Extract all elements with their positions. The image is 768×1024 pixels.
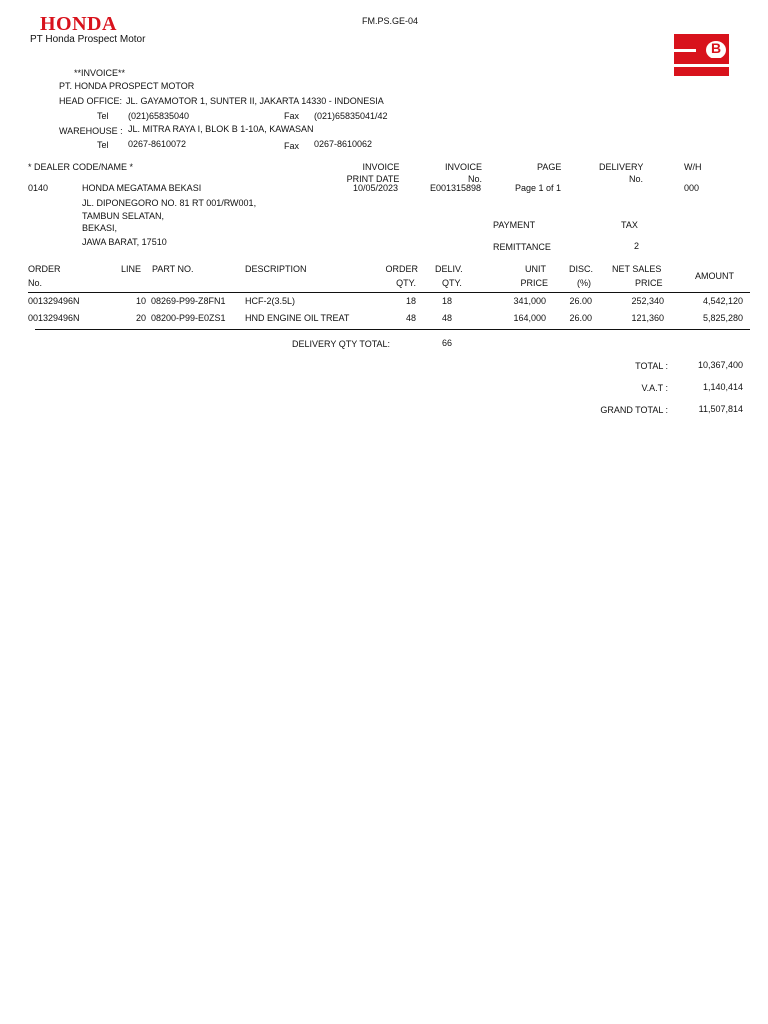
company-name: PT. HONDA PROSPECT MOTOR [59, 81, 195, 91]
print-date: 10/05/2023 [353, 183, 399, 193]
wh-tel-label: Tel [97, 140, 109, 150]
row-order-qty: 48 [405, 313, 416, 323]
col-disc-heading-2: (%) [577, 278, 591, 288]
row-description: HND ENGINE OIL TREAT [245, 313, 350, 323]
row-deliv-qty: 18 [442, 296, 453, 306]
delivery-qty-total: 66 [442, 338, 453, 348]
doc-title: **INVOICE** [74, 68, 126, 78]
col-net-sales-heading-1: NET SALES [612, 264, 662, 274]
col-order-heading-1: ORDER [28, 264, 61, 274]
total-value: 10,367,400 [697, 360, 743, 370]
row-order-no: 001329496N [28, 313, 80, 323]
head-tel-label: Tel [97, 111, 109, 121]
honda-logo: HONDA [40, 13, 117, 35]
row-part-no: 08200-P99-E0ZS1 [151, 313, 226, 323]
vat-label: V.A.T : [641, 383, 668, 393]
tax-label: TAX [621, 220, 638, 230]
wh-value: 000 [684, 183, 700, 193]
delivery-heading-2: No. [629, 174, 644, 184]
invoice-number: E001315898 [430, 183, 482, 193]
row-description: HCF-2(3.5L) [245, 296, 296, 306]
col-deliv-qty-heading-1: DELIV. [435, 264, 463, 274]
page-heading: PAGE [537, 162, 562, 172]
col-amount-heading: AMOUNT [695, 271, 734, 281]
row-line: 10 [135, 296, 146, 306]
dealer-address-3: BEKASI, [82, 223, 118, 233]
total-label: TOTAL : [635, 361, 668, 371]
head-fax: (021)65835041/42 [314, 111, 388, 121]
row-amount: 4,542,120 [702, 296, 743, 306]
row-line: 20 [135, 313, 146, 323]
col-net-sales-heading-2: PRICE [635, 278, 663, 288]
col-order-qty-heading-2: QTY. [396, 278, 416, 288]
head-tel: (021)65835040 [128, 111, 190, 121]
dealer-name: HONDA MEGATAMA BEKASI [82, 183, 202, 193]
row-order-no: 001329496N [28, 296, 80, 306]
warehouse-label: WAREHOUSE : [59, 126, 123, 136]
print-date-heading-1: INVOICE [362, 162, 400, 172]
head-fax-label: Fax [284, 111, 300, 121]
col-deliv-qty-heading-2: QTY. [442, 278, 462, 288]
col-unit-price-heading-2: PRICE [520, 278, 548, 288]
wh-heading: W/H [684, 162, 702, 172]
dealer-address-1: JL. DIPONEGORO NO. 81 RT 001/RW001, [82, 198, 257, 208]
col-unit-price-heading-1: UNIT [525, 264, 546, 274]
invoice-no-heading-1: INVOICE [444, 162, 482, 172]
row-net-sales: 252,340 [631, 296, 664, 306]
grand-total-label: GRAND TOTAL : [600, 405, 668, 415]
wh-fax: 0267-8610062 [314, 139, 373, 149]
col-disc-heading-1: DISC. [569, 264, 594, 274]
delivery-qty-total-label: DELIVERY QTY TOTAL: [292, 339, 391, 349]
dealer-address-2: TAMBUN SELATAN, [82, 211, 165, 221]
grand-total-value: 11,507,814 [698, 404, 743, 414]
head-office-label: HEAD OFFICE: [59, 96, 123, 106]
row-amount: 5,825,280 [702, 313, 743, 323]
row-deliv-qty: 48 [442, 313, 453, 323]
row-net-sales: 121,360 [631, 313, 664, 323]
print-date-heading-2: PRINT DATE [346, 174, 400, 184]
remittance-label: REMITTANCE [493, 242, 551, 252]
col-desc-heading: DESCRIPTION [245, 264, 307, 274]
invoice-no-heading-2: No. [467, 174, 482, 184]
vat-value: 1,140,414 [702, 382, 743, 392]
wh-fax-label: Fax [284, 141, 300, 151]
company-subtitle: PT Honda Prospect Motor [30, 34, 146, 45]
row-part-no: 08269-P99-Z8FN1 [151, 296, 226, 306]
col-order-heading-2: No. [28, 278, 43, 288]
wh-tel: 0267-8610072 [128, 139, 187, 149]
header-divider [28, 292, 750, 293]
badge-letter: B [710, 40, 722, 56]
page-number: Page 1 of 1 [515, 183, 562, 193]
warehouse-address: JL. MITRA RAYA I, BLOK B 1-10A, KAWASAN [128, 124, 314, 134]
delivery-heading-1: DELIVERY [599, 162, 644, 172]
payment-label: PAYMENT [493, 220, 536, 230]
row-disc: 26.00 [569, 313, 592, 323]
remittance-value: 2 [634, 241, 640, 251]
badge-logo-icon [674, 34, 729, 76]
row-disc: 26.00 [569, 296, 592, 306]
col-line-heading: LINE [121, 264, 142, 274]
rows-divider [35, 329, 750, 330]
row-unit-price: 164,000 [513, 313, 546, 323]
dealer-address-4: JAWA BARAT, 17510 [82, 237, 167, 247]
row-order-qty: 18 [405, 296, 416, 306]
dealer-label: * DEALER CODE/NAME * [28, 162, 134, 172]
col-part-heading: PART NO. [152, 264, 194, 274]
head-office-address: JL. GAYAMOTOR 1, SUNTER II, JAKARTA 14330 - INDONESIA [126, 96, 384, 106]
row-unit-price: 341,000 [513, 296, 546, 306]
col-order-qty-heading-1: ORDER [385, 264, 418, 274]
dealer-code: 0140 [28, 183, 49, 193]
form-code: FM.PS.GE-04 [362, 16, 419, 26]
